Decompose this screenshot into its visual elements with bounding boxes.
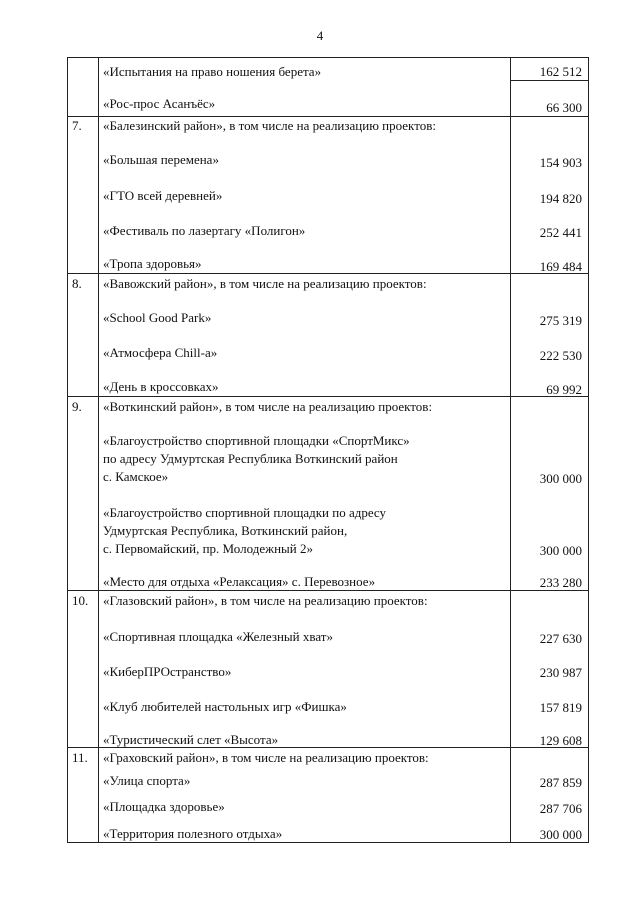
row-divider	[67, 116, 589, 117]
table-row-name: «Испытания на право ношения берета»	[103, 64, 322, 79]
section-title: «Граховский район», в том числе на реализацию проектов:	[103, 750, 429, 765]
section-title: «Балезинский район», в том числе на реализацию проектов:	[103, 118, 436, 133]
table-row-amount: 275 319	[539, 313, 582, 328]
section-number: 11.	[72, 750, 88, 765]
table-row-name: «Рос-прос Асанъёс»	[103, 96, 216, 111]
table-row-name: «КиберПРОстранство»	[103, 664, 232, 679]
table-row-name: «Атмосфера Chill-a»	[103, 345, 218, 360]
section-number: 10.	[72, 593, 89, 608]
table-row-amount: 169 484	[539, 259, 582, 274]
table-row-amount: 252 441	[539, 225, 582, 240]
table-row-amount: 233 280	[539, 575, 582, 590]
table-row-name: «ГТО всей деревней»	[103, 188, 223, 203]
row-divider	[67, 590, 589, 591]
table-row-amount: 157 819	[539, 700, 582, 715]
table-row-amount: 69 992	[546, 382, 582, 397]
table-row-amount: 154 903	[539, 155, 582, 170]
row-divider	[510, 80, 589, 81]
section-number: 8.	[72, 276, 82, 291]
section-title: «Воткинский район», в том числе на реализацию проектов:	[103, 399, 433, 414]
table-row-name: «Территория полезного отдыха»	[103, 826, 283, 841]
table-row-amount: 287 859	[539, 775, 582, 790]
table-border-bottom	[67, 842, 589, 843]
table-row-name: «Площадка здоровье»	[103, 799, 225, 814]
table-row-amount: 300 000	[539, 543, 582, 558]
table-row-name-continued: с. Камское»	[103, 469, 169, 484]
table-column-divider	[510, 57, 511, 842]
table-row-name: «Благоустройство спортивной площадки «СпортМикс»	[103, 433, 410, 448]
table-row-name-continued: с. Первомайский, пр. Молодежный 2»	[103, 541, 313, 556]
section-number: 7.	[72, 118, 82, 133]
table-row-name: «День в кроссовках»	[103, 379, 219, 394]
table-column-divider	[98, 57, 99, 842]
section-title: «Вавожский район», в том числе на реализацию проектов:	[103, 276, 427, 291]
table-row-amount: 227 630	[539, 631, 582, 646]
table-row-name-continued: Удмуртская Республика, Воткинский район,	[103, 523, 348, 538]
table-border-top	[67, 57, 589, 58]
table-row-name: «Туристический слет «Высота»	[103, 732, 279, 747]
table-row-amount: 300 000	[539, 827, 582, 842]
table-row-name: «Фестиваль по лазертагу «Полигон»	[103, 223, 306, 238]
table-row-amount: 300 000	[539, 471, 582, 486]
table-row-name-continued: по адресу Удмуртская Республика Воткинский район	[103, 451, 398, 466]
table-row-amount: 66 300	[546, 100, 582, 115]
table-row-name: «Большая перемена»	[103, 152, 219, 167]
table-row-name: «Тропа здоровья»	[103, 256, 202, 271]
table-row-name: «Улица спорта»	[103, 773, 191, 788]
table-row-amount: 222 530	[539, 348, 582, 363]
table-row-name: «Место для отдыха «Релаксация» с. Перевозное»	[103, 574, 376, 589]
table-border-left	[67, 57, 68, 842]
section-number: 9.	[72, 399, 82, 414]
page-number: 4	[316, 28, 324, 43]
table-row-amount: 287 706	[539, 801, 582, 816]
table-row-amount: 129 608	[539, 733, 582, 748]
table-border-right	[588, 57, 589, 842]
table-row-amount: 162 512	[539, 64, 582, 79]
table-row-name: «School Good Park»	[103, 310, 212, 325]
table-row-name: «Благоустройство спортивной площадки по адресу	[103, 505, 387, 520]
table-row-name: «Клуб любителей настольных игр «Фишка»	[103, 699, 347, 714]
table-row-amount: 230 987	[539, 665, 582, 680]
table-row-amount: 194 820	[539, 191, 582, 206]
section-title: «Глазовский район», в том числе на реализацию проектов:	[103, 593, 428, 608]
table-row-name: «Спортивная площадка «Железный хват»	[103, 629, 333, 644]
